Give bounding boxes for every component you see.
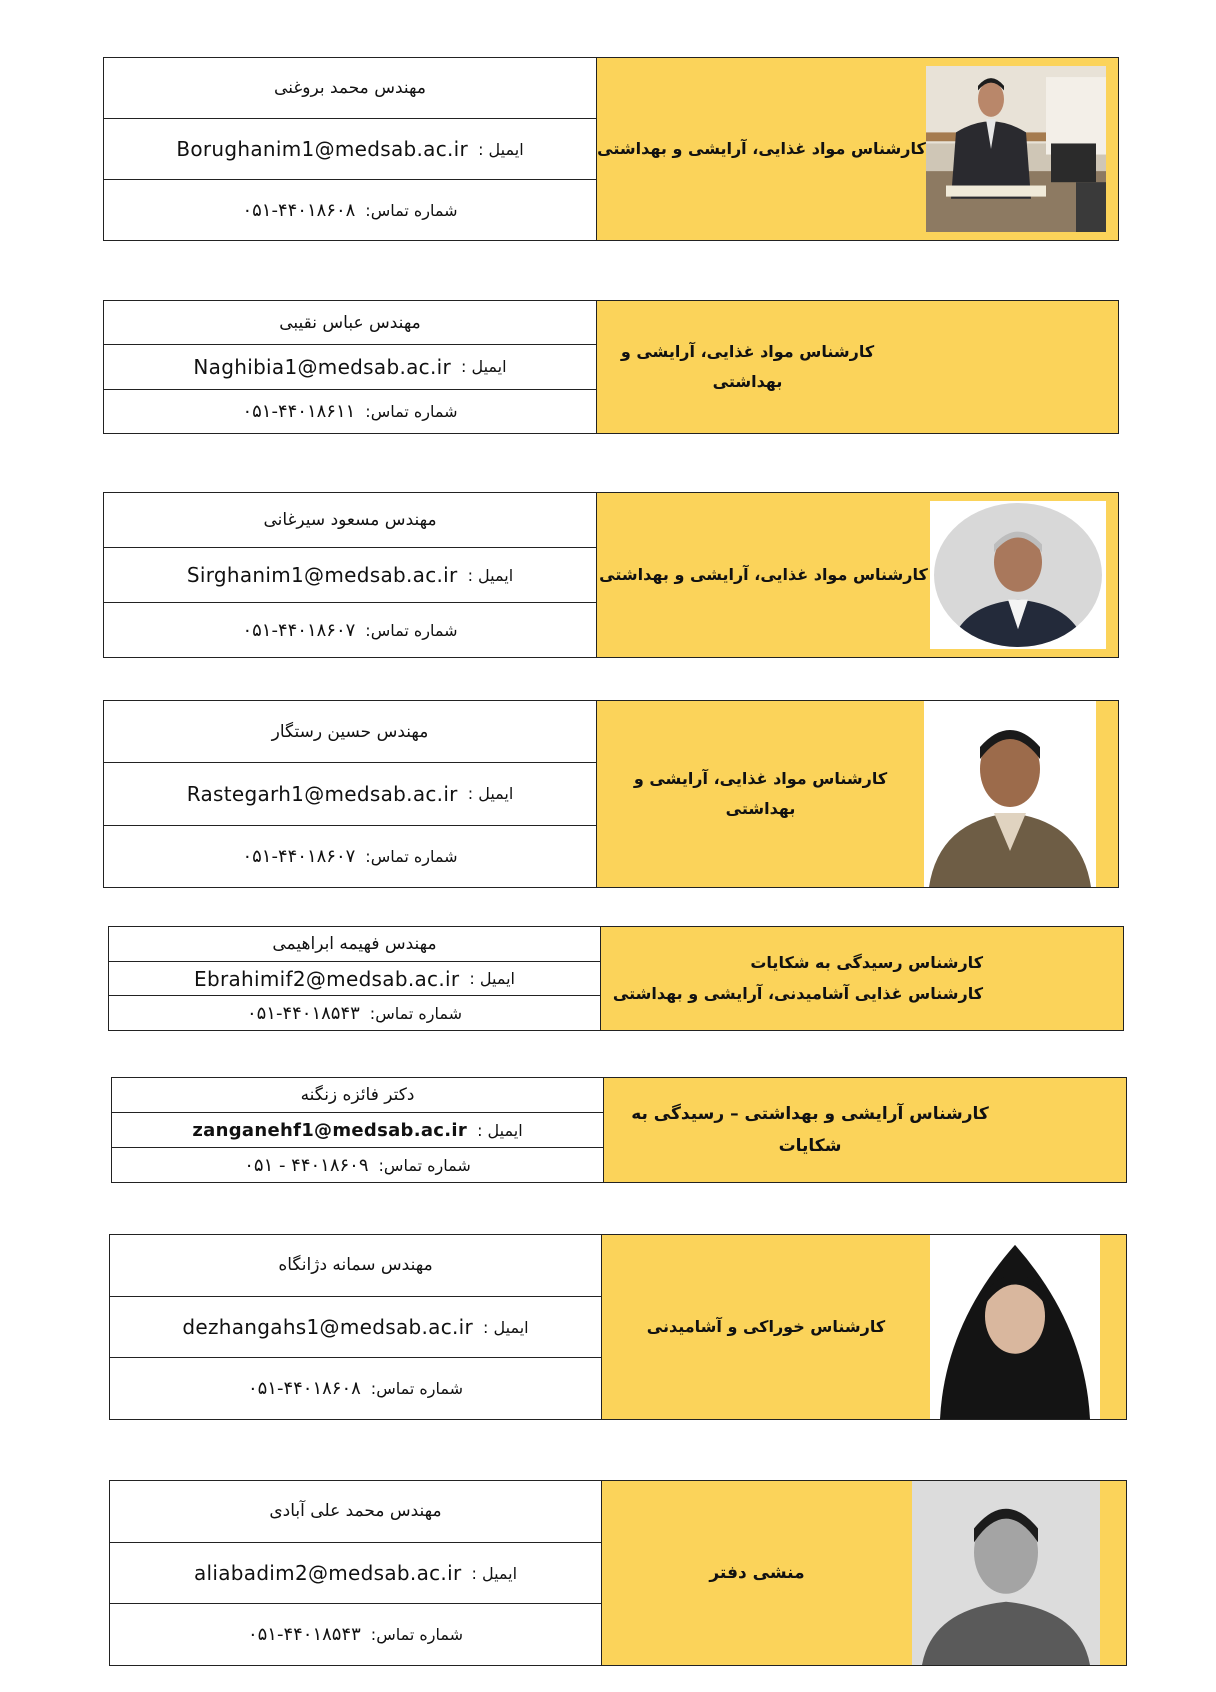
contact-name: مهندس مسعود سیرغانی bbox=[104, 493, 596, 548]
contact-email-row bbox=[104, 548, 596, 603]
contact-email[interactable]: Ebrahimif2@medsab.ac.ir bbox=[194, 966, 460, 991]
email-label: ایمیل : bbox=[483, 1317, 529, 1337]
contact-name: مهندس محمد بروغنی bbox=[104, 58, 596, 119]
role-title: کارشناس رسیدگی به شکایات کارشناس غذایی آشامیدنی، آرایشی و بهداشتی bbox=[612, 953, 983, 1003]
profile-photo bbox=[912, 1481, 1100, 1665]
contact-email-row bbox=[110, 1543, 601, 1605]
contact-card bbox=[103, 700, 1119, 888]
contact-email-row bbox=[112, 1113, 603, 1148]
profile-photo bbox=[926, 66, 1106, 232]
contact-email[interactable]: dezhangahs1@medsab.ac.ir bbox=[182, 1315, 474, 1339]
role-panel bbox=[602, 1235, 1126, 1419]
contact-card bbox=[103, 57, 1119, 241]
contact-name: مهندس فهیمه ابراهیمی bbox=[109, 927, 600, 962]
contact-info bbox=[110, 1481, 602, 1665]
office-photo-image bbox=[926, 66, 1106, 232]
role-panel bbox=[597, 701, 1118, 887]
role-title: کارشناس آرایشی و بهداشتی – رسیدگی به شکایات bbox=[631, 1103, 989, 1156]
contact-name: مهندس عباس نقیبی bbox=[104, 301, 596, 345]
role-panel bbox=[602, 1481, 1126, 1665]
contact-info bbox=[109, 927, 601, 1030]
contact-card bbox=[108, 926, 1124, 1031]
contact-email[interactable]: Naghibia1@medsab.ac.ir bbox=[193, 354, 451, 379]
role-panel bbox=[604, 1078, 1126, 1182]
contact-name: مهندس سمانه دژانگاه bbox=[110, 1235, 601, 1297]
role-title: کارشناس خوراکی و آشامیدنی bbox=[646, 1316, 886, 1336]
role-panel bbox=[597, 301, 1118, 433]
contact-phone-row bbox=[109, 996, 600, 1030]
contact-email-row bbox=[104, 119, 596, 180]
phone-label: شماره تماس: bbox=[369, 1003, 463, 1023]
contact-info bbox=[104, 701, 597, 887]
contact-phone[interactable]: ۰۵۱-۴۴۰۱۸۵۴۳ bbox=[246, 1002, 360, 1024]
contact-name: مهندس حسین رستگار bbox=[104, 701, 596, 763]
contact-info bbox=[104, 301, 597, 433]
contact-info bbox=[112, 1078, 604, 1182]
contact-info bbox=[104, 493, 597, 657]
contact-phone[interactable]: ۰۵۱-۴۴۰۱۸۶۰۸ bbox=[247, 1378, 361, 1400]
role-title: کارشناس مواد غذایی، آرایشی و بهداشتی bbox=[597, 138, 926, 158]
contact-phone[interactable]: ۰۵۱-۴۴۰۱۸۶۰۸ bbox=[242, 199, 356, 221]
contact-card bbox=[109, 1234, 1127, 1420]
contact-phone-row bbox=[104, 390, 596, 433]
contact-phone[interactable]: ۰۵۱-۴۴۰۱۸۵۴۳ bbox=[247, 1624, 361, 1646]
profile-photo bbox=[930, 1235, 1100, 1419]
email-label: ایمیل : bbox=[467, 784, 514, 804]
contact-phone-row bbox=[110, 1358, 601, 1419]
role-panel bbox=[597, 493, 1118, 657]
role-panel bbox=[601, 927, 1123, 1030]
contact-card bbox=[103, 300, 1119, 434]
email-label: ایمیل : bbox=[477, 1120, 523, 1140]
email-label: ایمیل : bbox=[467, 565, 514, 585]
contact-card bbox=[111, 1077, 1127, 1183]
contact-card bbox=[109, 1480, 1127, 1666]
email-label: ایمیل : bbox=[471, 1563, 518, 1583]
profile-photo bbox=[924, 701, 1096, 887]
role-title: منشی دفتر bbox=[709, 1562, 805, 1583]
contact-email-row bbox=[109, 962, 600, 997]
phone-label: شماره تماس: bbox=[370, 1379, 464, 1399]
email-label: ایمیل : bbox=[478, 139, 524, 159]
phone-label: شماره تماس: bbox=[365, 200, 458, 220]
contact-name: مهندس محمد علی آبادی bbox=[110, 1481, 601, 1543]
email-label: ایمیل : bbox=[469, 969, 515, 988]
contact-name: دکتر فائزه زنگنه bbox=[112, 1078, 603, 1113]
phone-label: شماره تماس: bbox=[365, 620, 458, 640]
phone-label: شماره تماس: bbox=[378, 1155, 471, 1175]
contact-email-row bbox=[104, 345, 596, 389]
contact-email[interactable]: Sirghanim1@medsab.ac.ir bbox=[186, 563, 458, 587]
role-panel bbox=[597, 58, 1118, 240]
portrait-hijab-image bbox=[930, 1235, 1100, 1419]
contact-phone[interactable]: ۰۵۱-۴۴۰۱۸۶۰۷ bbox=[242, 619, 356, 641]
email-label: ایمیل : bbox=[461, 357, 507, 377]
portrait-image bbox=[924, 701, 1096, 887]
contact-email[interactable]: Borughanim1@medsab.ac.ir bbox=[176, 137, 469, 161]
contact-phone[interactable]: ۰۵۱ - ۴۴۰۱۸۶۰۹ bbox=[244, 1154, 369, 1176]
phone-label: شماره تماس: bbox=[365, 846, 458, 866]
contact-card bbox=[103, 492, 1119, 658]
contact-phone[interactable]: ۰۵۱-۴۴۰۱۸۶۱۱ bbox=[242, 400, 356, 422]
contact-info bbox=[110, 1235, 602, 1419]
phone-label: شماره تماس: bbox=[365, 401, 458, 421]
contact-phone-row bbox=[112, 1148, 603, 1182]
phone-label: شماره تماس: bbox=[370, 1625, 464, 1645]
contact-email[interactable]: zanganehf1@medsab.ac.ir bbox=[192, 1119, 468, 1141]
contact-info bbox=[104, 58, 597, 240]
contact-email[interactable]: aliabadim2@medsab.ac.ir bbox=[193, 1561, 462, 1585]
role-title: کارشناس مواد غذایی، آرایشی و بهداشتی bbox=[633, 768, 888, 818]
profile-photo bbox=[930, 501, 1106, 649]
contact-phone-row bbox=[104, 603, 596, 657]
portrait-bw-image bbox=[912, 1481, 1100, 1665]
contact-email[interactable]: Rastegarh1@medsab.ac.ir bbox=[186, 781, 458, 806]
contact-email-row bbox=[104, 763, 596, 825]
role-title: کارشناس مواد غذایی، آرایشی و بهداشتی bbox=[599, 564, 928, 584]
contact-email-row bbox=[110, 1297, 601, 1359]
role-title: کارشناس مواد غذایی، آرایشی و بهداشتی bbox=[620, 341, 875, 391]
contact-phone[interactable]: ۰۵۱-۴۴۰۱۸۶۰۷ bbox=[242, 845, 356, 867]
contact-phone-row bbox=[104, 180, 596, 240]
oval-portrait-image bbox=[930, 501, 1106, 649]
contact-phone-row bbox=[110, 1604, 601, 1665]
contact-phone-row bbox=[104, 826, 596, 887]
